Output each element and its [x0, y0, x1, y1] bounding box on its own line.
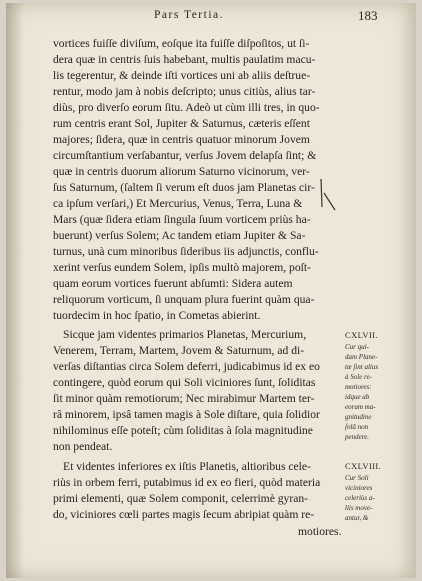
text-line: motiores. [298, 525, 342, 538]
margin-note-line: viciniores [345, 484, 373, 492]
text-line: ſit minor quàm remotiorum; Nec mirabimur Martem ter- [53, 392, 315, 405]
text-line: quam eorum vortices fuerunt abſumti: Sidera autem [53, 277, 293, 290]
margin-note-line: Cur Soli [345, 474, 369, 482]
text-line: ſus Saturnum, (ſaltem ſi verum eſt duos jam Planetas cir- [53, 181, 315, 194]
text-line: tuordecim in hoc ſpatio, in Cometas abierint. [53, 309, 261, 322]
margin-note-line: Cur qui- [345, 343, 369, 351]
margin-note-number: CXLVII. [345, 330, 378, 340]
margin-note-line: dam Plane- [345, 353, 378, 361]
page-gutter-shadow [6, 3, 24, 578]
text-line: ca ipſum verſari,) Et Mercurius, Venus, Terra, Luna & [53, 197, 303, 210]
text-line: turnus, unà cum minoribus ſideribus iis adjunctis, conflu- [53, 245, 319, 258]
running-title: Pars Tertia. [154, 9, 224, 21]
text-line: contingere, quòd eorum qui Soli viciniores ſunt, ſoliditas [53, 376, 316, 389]
margin-note-line: pendere. [345, 433, 370, 441]
margin-note-line: à Sole re- [345, 373, 372, 381]
book-page [6, 3, 416, 578]
text-line: râ minorem, ipsâ tamen magis à Sole diſtare, quia ſolidior [53, 408, 320, 421]
margin-note-line: liis move- [345, 504, 373, 512]
paragraph-first-line: Sicque jam videntes primarios Planetas, Mercurium, [63, 328, 307, 341]
margin-note-line: eorum ma- [345, 403, 376, 411]
ink-pen-mark [318, 177, 340, 217]
text-line: xerint verſus eundem Solem, ipſis multò majorem, poſt- [53, 261, 311, 274]
margin-note-line: motiores: [345, 383, 372, 391]
margin-note-number: CXLVIII. [345, 461, 382, 471]
margin-note-line: antur, & [345, 514, 369, 522]
text-line: reliquorum vorticum, ſi unquam plura fuerint quàm qua- [53, 293, 315, 306]
text-line: do, viciniores cœli partes magis ſecum abripiat quàm re- [53, 508, 315, 521]
text-line: rentur, modo jam à nobis deſcripto; unus citiùs, alius tar- [53, 85, 316, 98]
text-line: dera quæ in centris ſuis habebant, multis paulatim macu- [53, 53, 316, 66]
text-line: primi elementi, quæ Solem componit, celerrimè gyran- [53, 492, 308, 505]
page-number: 183 [358, 8, 378, 23]
text-line: Venerem, Terram, Martem, Jovem & Saturnum, ad di- [53, 344, 305, 357]
text-line: buerunt) verſus Solem; Ac tandem etiam Jupiter & Sa- [53, 229, 306, 242]
text-line: lis tegerentur, & deinde iſti vortices uni ab aliis deſtrue- [53, 69, 311, 82]
margin-note-line: idque ab [345, 393, 370, 401]
text-line: verſas diſtantias circa Solem deferri, judicabimus id ex eo [53, 360, 320, 373]
text-line: riùs in orbem ferri, putabimus id ex eo fieri, quòd materia [53, 476, 321, 489]
text-line: diùs, pro diverſo eorum ſitu. Adeò ut cùm illi tres, in quo- [53, 101, 320, 114]
text-line: nihilominus eſſe poteſt; cùm ſoliditas à ſola magnitudine [53, 424, 313, 437]
text-line: non pendeat. [53, 440, 113, 453]
text-line: quæ in centris duorum aliorum Saturno vicinorum, ver- [53, 165, 310, 178]
text-line: vortices fuiſſe diviſum, eoſque ita fuiſſe diſpoſitos, ut ſi- [53, 37, 310, 50]
margin-note-line: gnitudine [345, 413, 372, 421]
text-line: rum centris erant Sol, Jupiter & Saturnus, cæteris eſſent [53, 117, 310, 130]
text-line: circumſtantium verſabantur, verſus Jovem delapſa ſint; & [53, 149, 317, 162]
margin-note-line: tæ ſint alius [345, 363, 379, 371]
paragraph-first-line: Et videntes inferiores ex iſtis Planetis, altioribus cele- [63, 460, 311, 473]
margin-note-line: celeriùs a- [345, 494, 375, 502]
text-line: Mars (quæ ſidera etiam ſingula ſuum vorticem priùs ha- [53, 213, 311, 226]
text-line: majores; ſidera, quæ in centris quatuor minorum Jovem [53, 133, 310, 146]
margin-note-line: ſolâ non [345, 423, 369, 431]
